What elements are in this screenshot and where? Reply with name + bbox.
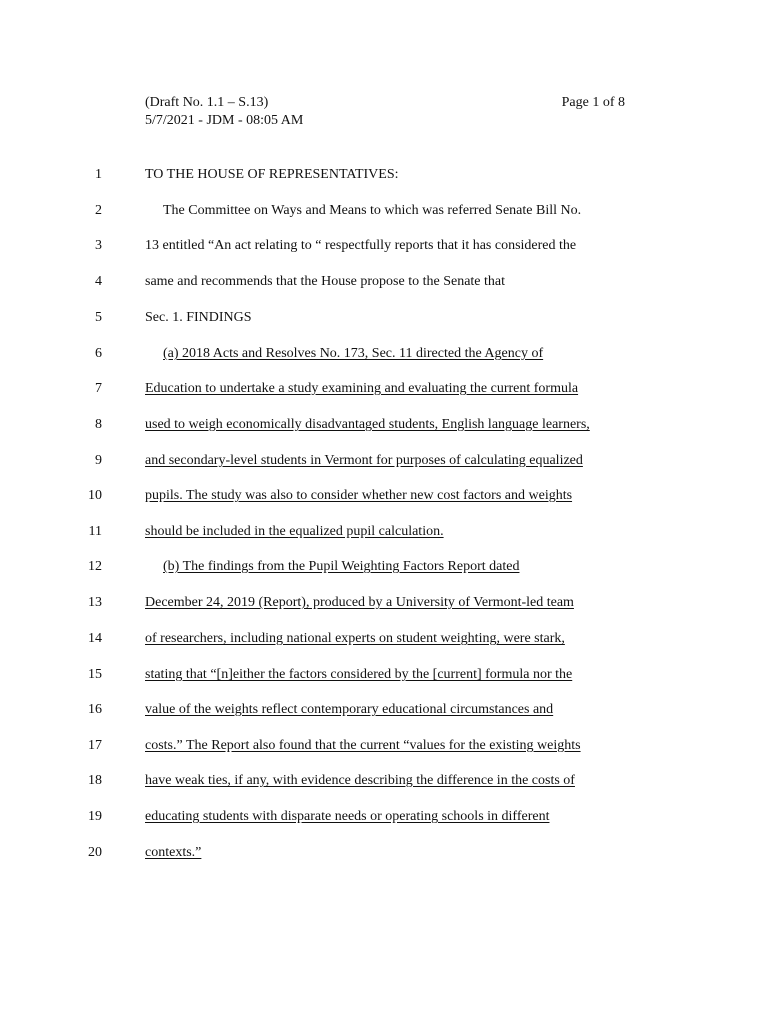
line-text: Education to undertake a study examining and evaluating the current formula bbox=[145, 381, 579, 396]
line-text: 13 entitled “An act relating to “ respectfully reports that it has considered the bbox=[145, 238, 577, 253]
document-line bbox=[0, 665, 770, 685]
line-number: 12 bbox=[88, 559, 102, 574]
line-number: 7 bbox=[95, 381, 102, 396]
line-number: 4 bbox=[95, 274, 102, 289]
line-text: have weak ties, if any, with evidence describing the difference in the costs of bbox=[145, 773, 575, 788]
document-line bbox=[0, 486, 770, 506]
line-number: 19 bbox=[88, 809, 102, 824]
line-text: December 24, 2019 (Report), produced by a University of Vermont-led team bbox=[145, 595, 574, 610]
line-number: 2 bbox=[95, 203, 102, 218]
line-text: costs.” The Report also found that the current “values for the existing weights bbox=[145, 738, 581, 753]
document-line bbox=[0, 629, 770, 649]
line-text: educating students with disparate needs or operating schools in different bbox=[145, 809, 550, 824]
document-line bbox=[0, 593, 770, 613]
document-line bbox=[0, 308, 770, 328]
line-text: The Committee on Ways and Means to which was referred Senate Bill No. bbox=[163, 203, 582, 218]
document-line bbox=[0, 843, 770, 863]
document-line bbox=[0, 165, 770, 185]
line-text: (b) The findings from the Pupil Weighting Factors Report dated bbox=[163, 559, 520, 574]
line-text: and secondary-level students in Vermont for purposes of calculating equalized bbox=[145, 453, 583, 468]
line-text: contexts.” bbox=[145, 845, 202, 860]
line-text: stating that “[n]either the factors considered by the [current] formula nor the bbox=[145, 667, 573, 682]
draft-number: (Draft No. 1.1 – S.13) bbox=[145, 95, 269, 110]
line-number: 10 bbox=[88, 488, 102, 503]
document-line bbox=[0, 415, 770, 435]
line-number: 13 bbox=[88, 595, 102, 610]
line-text: should be included in the equalized pupil calculation. bbox=[145, 524, 444, 539]
document-line bbox=[0, 451, 770, 471]
document-line bbox=[0, 557, 770, 577]
line-number: 15 bbox=[88, 667, 102, 682]
line-number: 18 bbox=[88, 773, 102, 788]
line-number: 6 bbox=[95, 346, 102, 361]
line-number: 5 bbox=[95, 310, 102, 325]
line-number: 1 bbox=[95, 167, 102, 182]
document-line bbox=[0, 522, 770, 542]
document-line bbox=[0, 379, 770, 399]
line-text: pupils. The study was also to consider whether new cost factors and weights bbox=[145, 488, 573, 503]
document-line bbox=[0, 344, 770, 364]
draft-date: 5/7/2021 - JDM - 08:05 AM bbox=[145, 113, 304, 128]
line-number: 14 bbox=[88, 631, 102, 646]
line-text: TO THE HOUSE OF REPRESENTATIVES: bbox=[145, 167, 399, 182]
line-text: used to weigh economically disadvantaged students, English language learners, bbox=[145, 417, 590, 432]
line-number: 11 bbox=[88, 524, 102, 539]
page-number: Page 1 of 8 bbox=[561, 95, 625, 110]
line-number: 8 bbox=[95, 417, 102, 432]
document-line bbox=[0, 236, 770, 256]
document-line bbox=[0, 700, 770, 720]
line-text: value of the weights reflect contemporary educational circumstances and bbox=[145, 702, 554, 717]
line-number: 9 bbox=[95, 453, 102, 468]
line-text: of researchers, including national experts on student weighting, were stark, bbox=[145, 631, 565, 646]
document-line bbox=[0, 201, 770, 221]
document-line bbox=[0, 807, 770, 827]
line-number: 16 bbox=[88, 702, 102, 717]
line-number: 3 bbox=[95, 238, 102, 253]
line-text: same and recommends that the House propose to the Senate that bbox=[145, 274, 506, 289]
line-text: (a) 2018 Acts and Resolves No. 173, Sec. 11 directed the Agency of bbox=[163, 346, 544, 361]
line-text: Sec. 1. FINDINGS bbox=[145, 310, 252, 325]
document-line bbox=[0, 272, 770, 292]
document-line bbox=[0, 736, 770, 756]
document-line bbox=[0, 771, 770, 791]
line-number: 20 bbox=[88, 845, 102, 860]
line-number: 17 bbox=[88, 738, 102, 753]
